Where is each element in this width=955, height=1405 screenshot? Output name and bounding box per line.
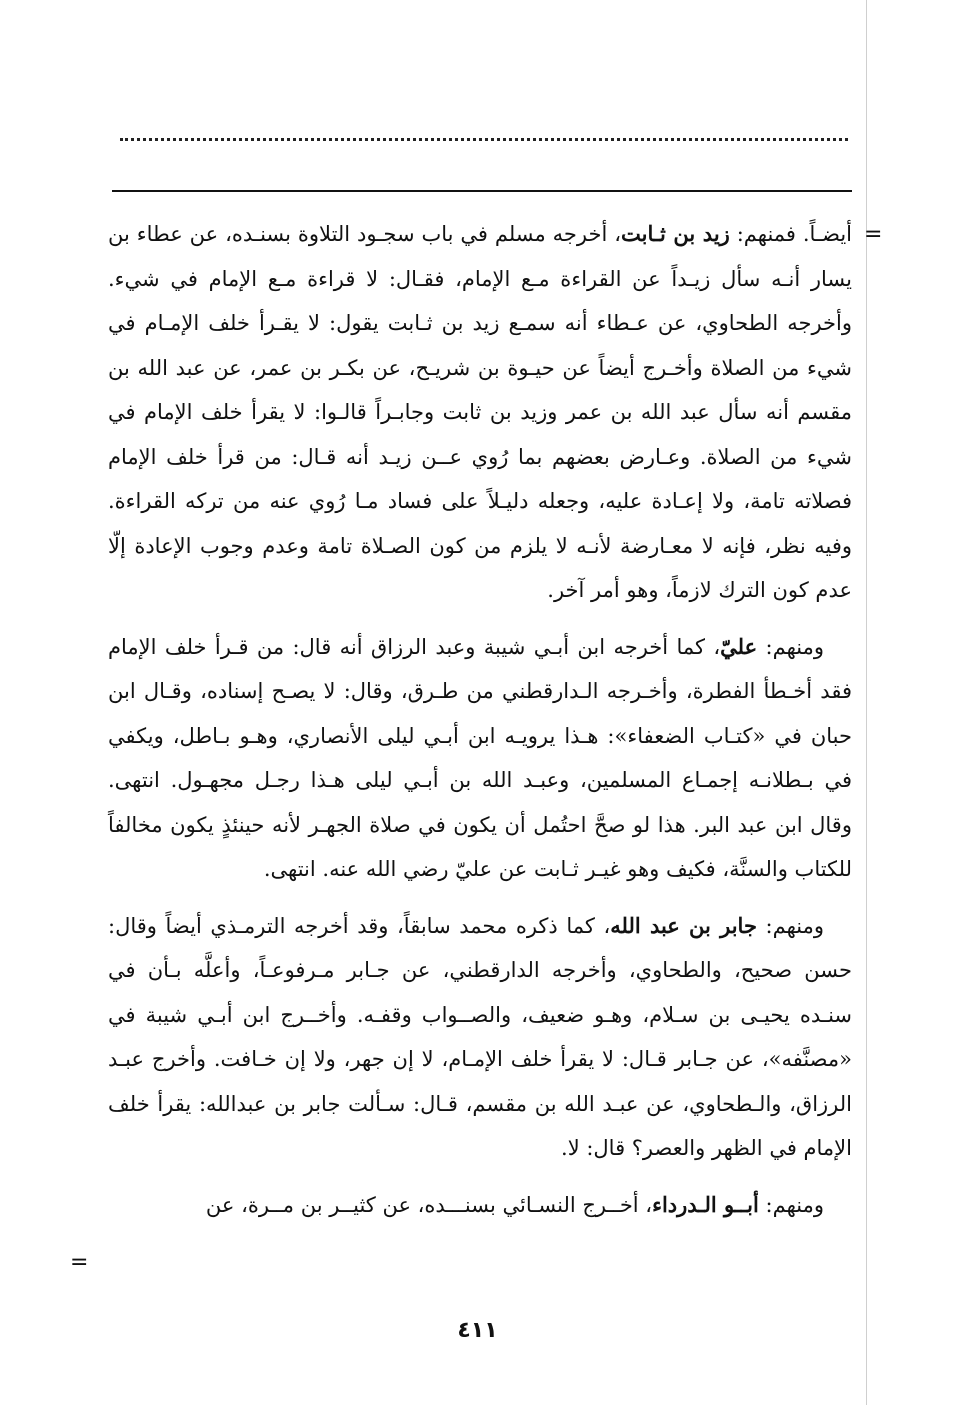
continuation-mark-top: = xyxy=(864,222,883,247)
paragraph-lead: أيضـاً. فمنهم: xyxy=(729,222,852,246)
page-edge-line xyxy=(866,0,867,1405)
continuation-mark-bottom: = xyxy=(70,1250,89,1275)
dotted-separator xyxy=(120,138,848,161)
paragraph-lead: ومنهم: xyxy=(758,1192,824,1217)
footnote-body xyxy=(108,212,852,1227)
paragraph-lead: ومنهم: xyxy=(756,913,824,938)
paragraph-ali xyxy=(108,625,852,892)
paragraph-jabir xyxy=(108,904,852,1171)
paragraph-text: ، أخــرج النسـائي بسنـــده، عن كثيــر بن مــرة، عن xyxy=(205,1192,653,1217)
paragraph-zayd xyxy=(108,212,852,613)
paragraph-text: ، كما ذكره محمد سابقاً، وقد أخرجه الترمـذي أيضاً وقال: حسن صحيح، والطحاوي، وأخرجه الدارقطني، عن جـابر مـرفوعـاً، وأعلَّه بـأن في سنـده يحيـى بن سـلام، وهـو ضعيف، والصــواب وقفـه. وأخــرج ابن أبـي شيبة في «مصنَّفه»، عن جـابر قـال: لا يقرأ خلف الإمـام، لا إن جهر، ولا إن خـافت. وأخرج عبـد الرزاق، والـطحاوي، عن عبـد الله بن مقسم، قـال: سـألت جابر بن عبدالله: يقرأ خلف الإمام في الظهر والعصر؟ قال: لا. xyxy=(108,913,852,1160)
footnote-rule xyxy=(112,190,852,192)
paragraph-lead: ومنهم: xyxy=(757,634,824,659)
page-number: ٤١١ xyxy=(457,1318,498,1343)
paragraph-abu-darda xyxy=(108,1183,852,1228)
companion-name: عليّ xyxy=(720,633,758,659)
companion-name: زيد بن ثـابت xyxy=(621,221,730,246)
companion-name: جابر بن عبد الله xyxy=(610,912,757,938)
companion-name: أبــو الـدرداء xyxy=(652,1191,759,1217)
paragraph-text: ، أخرجه مسلم في باب سجـود التلاوة بسنـده، عن عطاء بن يسار أنـه سأل زيـداً عن القراءة مـع الإمام، فقـال: لا قراءة مـع الإمام في شيء. وأخرجه الطحاوي، عن عـطاء أنه سمـع زيد بن ثـابت يقول: لا يقـرأ خلف الإمـام في شيء من الصلاة وأخـرج أيضاً عن حيـوة بن شريـح، عن بكـر بن عمر، عن عبد الله بن مقسم أنه سأل عبد الله بن عمر وزيد بن ثابت وجابـراً قالـوا: لا يقرأ خلف الإمام في شيء من الصلاة. وعـارض بعضهم بما رُوي عــن زيـد أنه قـال: من قرأ خلف الإمام فصلاته تامة، ولا إعـادة عليه، وجعله دليـلاً على فساد مـا رُوي عنه من تركه القراءة. وفيه نظر، فإنه لا معـارضة لأنـه لا يلزم من كون الصـلاة تامة وعدم وجوب الإعادة إلّا عدم كون الترك لازماً، وهو أمر آخر. xyxy=(108,222,852,602)
paragraph-text: ، كما أخرجه ابن أبـي شيبة وعبد الرزاق أنه قال: من قـرأ خلف الإمام فقد أخـطأ الفطرة، وأخـرجه الـدارقطني من طـرق، وقال: لا يصـح إسناده، وقـال ابن حبان في «كتـاب الضعفاء»: هـذا يرويـه ابن أبـي ليلى الأنصاري، وهـو بـاطل، ويكفي في بـطلانـه إجمـاع المسلمين، وعبـد الله بن أبـي ليلى هـذا رجـل مجهـول. انتهى. وقال ابن عبد البر. هذا لو صحَّ احتُمل أن يكون في صلاة الجهـر لأنه حينئذٍ يكون مخالفاً للكتاب والسنَّة، فكيف وهو غيـر ثـابت عن عليّ رضي الله عنه. انتهى. xyxy=(108,634,852,881)
